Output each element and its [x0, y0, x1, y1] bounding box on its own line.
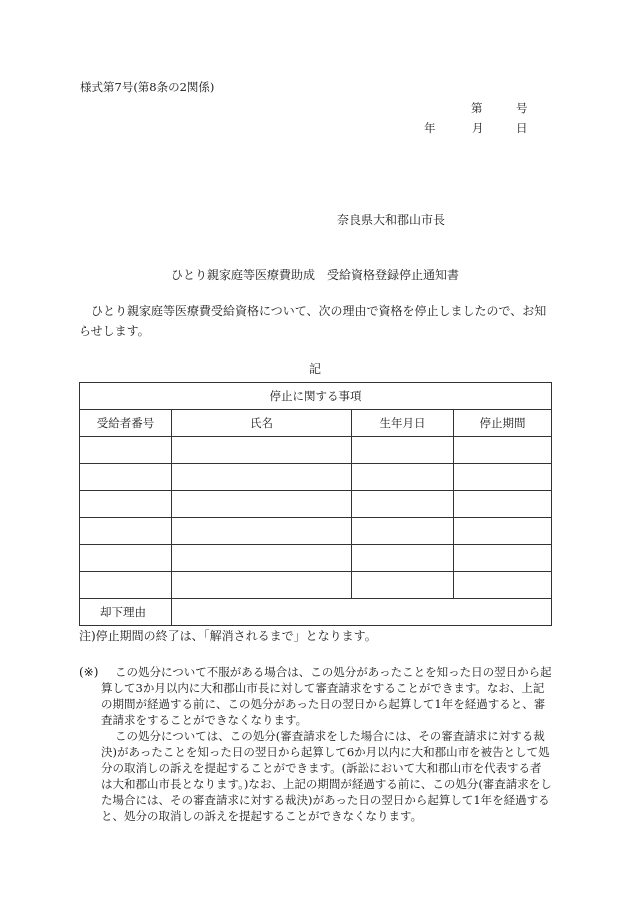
rejection-reason-label: 却下理由	[80, 599, 172, 626]
table-row	[80, 491, 552, 518]
date-month-label: 月	[472, 121, 484, 135]
issuer-name: 奈良県大和郡山市長	[337, 213, 446, 227]
rejection-reason-field[interactable]	[172, 599, 552, 626]
remark-paragraph-1: この処分について不服がある場合は、この処分があったことを知った日の翌日から起算して3か月以内に大和郡山市長に対して審査請求をすることができます。なお、上記の期間が経過する前に、この処分があった日の翌日から起算して1年を経過すると、審査請求をすることができなくなります。	[101, 665, 552, 727]
table-cell[interactable]	[454, 572, 552, 599]
table-cell[interactable]	[172, 572, 352, 599]
form-identifier: 様式第7号(第8条の2関係)	[80, 80, 215, 94]
table-cell[interactable]	[172, 518, 352, 545]
remark-paragraph-2: この処分については、この処分(審査請求をした場合には、その審査請求に対する裁決)があったことを知った日の翌日から起算して6か月以内に大和郡山市を被告として処分の取消しの訴えを提起することができます。(訴訟において大和郡山市を代表する者は大和郡山市長となります。)なお、上記の期間が経過する前に、この処分(審査請求をした場合には、その審査請求に対する裁決)があった日の翌日から起算して1年を経過すると、処分の取消しの訴えを提起することができなくなります。	[101, 729, 552, 823]
table-cell[interactable]	[352, 545, 454, 572]
table-cell[interactable]	[80, 464, 172, 491]
table-row	[80, 518, 552, 545]
table-cell[interactable]	[352, 491, 454, 518]
table-cell[interactable]	[172, 464, 352, 491]
document-number-label: 第	[471, 101, 483, 115]
table-cell[interactable]	[352, 572, 454, 599]
suspension-table	[79, 382, 552, 626]
table-cell[interactable]	[352, 518, 454, 545]
ki-label: 記	[308, 362, 321, 376]
table-cell[interactable]	[454, 437, 552, 464]
table-cell[interactable]	[352, 464, 454, 491]
table-row	[80, 437, 552, 464]
table-cell[interactable]	[80, 572, 172, 599]
table-header-row	[80, 410, 552, 437]
table-cell[interactable]	[172, 491, 352, 518]
date-year-label: 年	[424, 121, 436, 135]
remark-mark: (※)	[79, 665, 99, 679]
column-header-suspension-period: 停止期間	[454, 410, 552, 437]
table-cell[interactable]	[172, 437, 352, 464]
table-section-header: 停止に関する事項	[80, 383, 552, 410]
table-row	[80, 464, 552, 491]
reason-row	[80, 599, 552, 626]
table-cell[interactable]	[454, 518, 552, 545]
table-cell[interactable]	[80, 491, 172, 518]
table-cell[interactable]	[80, 437, 172, 464]
column-header-recipient-number: 受給者番号	[80, 410, 172, 437]
table-cell[interactable]	[352, 437, 454, 464]
table-cell[interactable]	[454, 491, 552, 518]
note-text: 注)停止期間の終了は、「解消されるまで」となります。	[79, 629, 377, 643]
document-number-suffix: 号	[516, 101, 528, 115]
table-cell[interactable]	[454, 545, 552, 572]
table-cell[interactable]	[454, 464, 552, 491]
column-header-birthdate: 生年月日	[352, 410, 454, 437]
table-cell[interactable]	[80, 518, 172, 545]
date-day-label: 日	[516, 121, 528, 135]
document-title: ひとり親家庭等医療費助成 受給資格登録停止通知書	[170, 268, 459, 282]
table-cell[interactable]	[80, 545, 172, 572]
column-header-name: 氏名	[172, 410, 352, 437]
table-cell[interactable]	[172, 545, 352, 572]
table-row	[80, 545, 552, 572]
body-text: ひとり親家庭等医療費受給資格について、次の理由で資格を停止しましたので、お知らせします。	[79, 304, 547, 338]
table-row	[80, 572, 552, 599]
